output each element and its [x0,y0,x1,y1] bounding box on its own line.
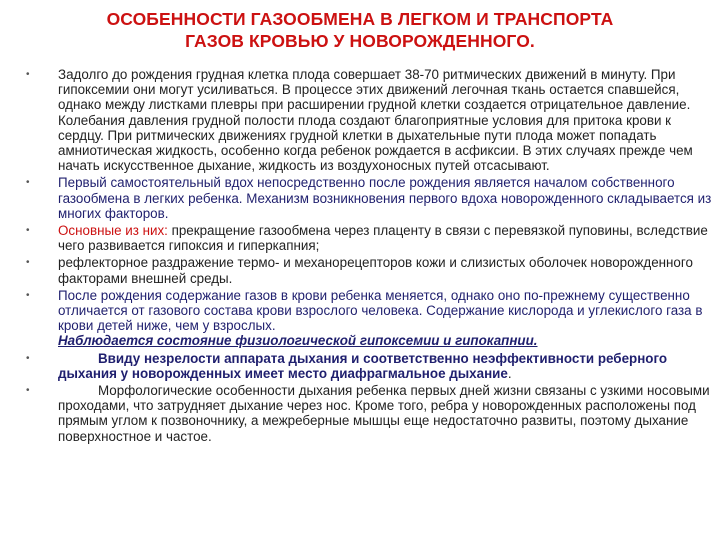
bullet-fetal-breathing [26,67,712,173]
bullet-icon: • [26,385,30,397]
bullet-icon: • [26,289,30,301]
bullet-blood-gases [26,288,712,349]
bullet-morphology [26,383,712,444]
paragraph-text: После рождения содержание газов в крови ребенка меняется, однако оно по-прежнему существенно отличается от газового состава крови взрослого человека. Содержание кислорода и углекислого газа в крови детей ниже, чем у взрослых. [58,287,703,334]
bullet-list [26,67,712,444]
paragraph-text: Ввиду незрелости аппарата дыхания и соответственно неэффективности реберного дыхания у новорожденных имеет место диафрагмальное дыхание [58,350,668,381]
bullet-main-factors [26,223,712,253]
bullet-icon: • [26,177,30,189]
bullet-first-breath [26,175,712,221]
paragraph-text: прекращение газообмена через плаценту в связи с перевязкой пуповины, вследствие чего развивается гипоксия и гиперкапния; [58,223,708,254]
paragraph-text: Первый самостоятельный вдох непосредственно после рождения является началом собственного газообмена в легких ребенка. Механизм возникновения первого вдоха новорожденного складывается из многих факторов. [58,175,712,221]
paragraph-lead: Основные из них: [58,223,172,239]
title-line-2: ГАЗОВ КРОВЬЮ У НОВОРОЖДЕННОГО. [185,31,535,51]
paragraph-text: рефлекторное раздражение термо- и механорецепторов кожи и слизистых оболочек новорожденного факторами внешней среды. [58,255,693,286]
paragraph-emphasis: Наблюдается состояние физиологической гипоксемии и гипокапнии. [58,333,538,349]
bullet-diaphragmatic [26,351,712,381]
paragraph-text: Задолго до рождения грудная клетка плода совершает 38-70 ритмических движений в минуту. При гипоксемии они могут усиливаться. В процессе этих движений легочная ткань остается спавшейся, однако между листками плевры при расширении грудной клетки создается отрицательное давление. Колебания давления грудной полости плода создают благоприятные условия для притока крови к сердцу. При ритмических движениях грудной клетки в дыхательные пути плода может попадать амниотическая жидкость, особенно когда ребенок рождается в асфиксии. В этих случаях прежде чем начать искусственное дыхание, жидкость из воздухоносных путей отсасывают. [58,67,693,174]
paragraph-period: . [507,365,512,381]
bullet-icon: • [26,69,30,80]
bullet-icon: • [26,352,30,364]
slide-title [40,8,680,52]
bullet-icon: • [26,257,30,269]
paragraph-text: Морфологические особенности дыхания ребенка первых дней жизни связаны с узкими носовыми проходами, что затрудняет дыхание через нос. Кроме того, ребра у новорожденных расположены под прямым углом к позвоночнику, а межреберные мышцы еще недостаточно развиты, поэтому дыхание поверхностное и частое. [58,383,710,444]
bullet-icon: • [26,225,30,237]
bullet-reflex-stimulation [26,255,712,285]
title-line-1: ОСОБЕННОСТИ ГАЗООБМЕНА В ЛЕГКОМ И ТРАНСПОРТА [106,9,614,29]
